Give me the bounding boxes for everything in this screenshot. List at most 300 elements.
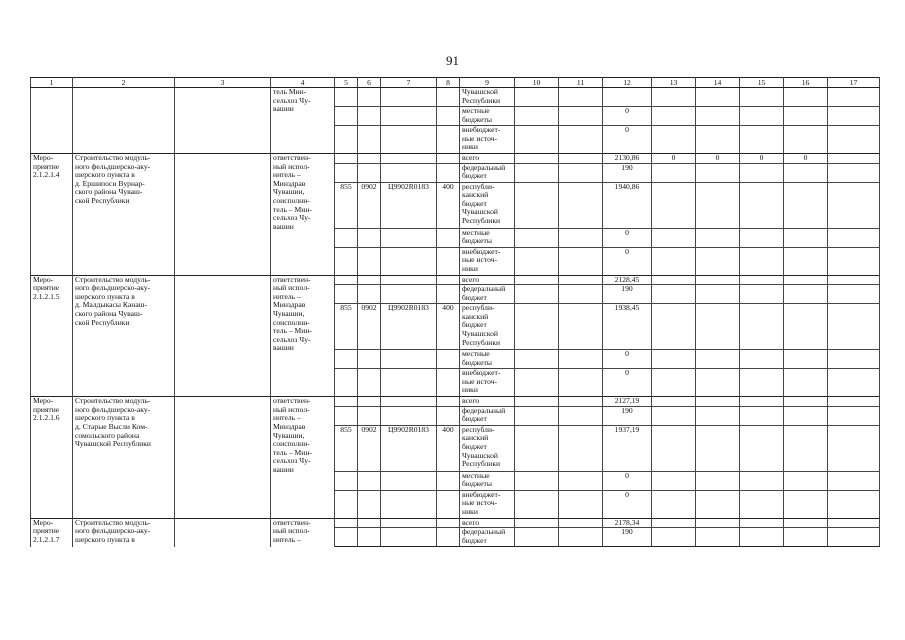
amount-c16 xyxy=(784,275,828,285)
amount-c15 xyxy=(740,350,784,369)
amount-cell: 0 xyxy=(603,350,652,369)
amount-c15 xyxy=(740,107,784,126)
activity-id: Меро- приятие 2.1.2.1.4 xyxy=(31,154,73,276)
executor-cell: тель Мин- сельхоз Чу- вашии xyxy=(271,88,335,154)
code-c8 xyxy=(437,163,460,182)
code-c7 xyxy=(381,350,437,369)
amount-c16 xyxy=(784,490,828,518)
code-c6 xyxy=(358,126,381,154)
amount-cell: 190 xyxy=(603,406,652,425)
code-c6 xyxy=(358,107,381,126)
col-17 xyxy=(828,397,880,407)
amount-cell: 2178,34 xyxy=(603,518,652,528)
amount-cell xyxy=(603,88,652,107)
col-10 xyxy=(515,228,559,247)
column-header: 7 xyxy=(381,78,437,88)
amount-cell: 2130,86 xyxy=(603,154,652,164)
amount-c16 xyxy=(784,88,828,107)
column-header: 16 xyxy=(784,78,828,88)
amount-c15: 0 xyxy=(740,154,784,164)
code-c7 xyxy=(381,518,437,528)
amount-c16 xyxy=(784,397,828,407)
code-c5 xyxy=(335,397,358,407)
col-11 xyxy=(559,163,603,182)
activity-id: Меро- приятие 2.1.2.1.5 xyxy=(31,275,73,397)
code-c6: 0902 xyxy=(358,182,381,228)
col-11 xyxy=(559,406,603,425)
code-c8 xyxy=(437,471,460,490)
executor-cell: ответствен- ный испол- нитель – Минздрав Чувашии, соисполни- тель – Мин- сельхоз Чу- вашии xyxy=(271,397,335,519)
amount-c16 xyxy=(784,107,828,126)
amount-c15 xyxy=(740,425,784,471)
col-10 xyxy=(515,528,559,547)
code-c8 xyxy=(437,369,460,397)
col-17 xyxy=(828,425,880,471)
col-10 xyxy=(515,406,559,425)
code-c5: 855 xyxy=(335,304,358,350)
amount-c15 xyxy=(740,490,784,518)
amount-c14 xyxy=(696,88,740,107)
amount-c15 xyxy=(740,518,784,528)
amount-c13 xyxy=(652,88,696,107)
amount-c16: 0 xyxy=(784,154,828,164)
column-header: 13 xyxy=(652,78,696,88)
code-c7 xyxy=(381,471,437,490)
code-c6 xyxy=(358,88,381,107)
code-c7 xyxy=(381,163,437,182)
activity-id: Меро- приятие 2.1.2.1.7 xyxy=(31,518,73,547)
code-c8: 400 xyxy=(437,304,460,350)
funding-source: внебюджет- ные источ- ники xyxy=(460,369,515,397)
code-c7: Ц9902R0183 xyxy=(381,304,437,350)
amount-cell: 0 xyxy=(603,107,652,126)
blank-cell xyxy=(175,275,271,397)
funding-source: всего xyxy=(460,154,515,164)
blank-cell xyxy=(73,88,175,154)
table-body xyxy=(31,78,880,547)
col-11 xyxy=(559,471,603,490)
col-11 xyxy=(559,88,603,107)
amount-c15 xyxy=(740,88,784,107)
page-number: 91 xyxy=(446,53,459,68)
code-c5 xyxy=(335,247,358,275)
col-11 xyxy=(559,397,603,407)
funding-source: внебюджет- ные источ- ники xyxy=(460,490,515,518)
col-10 xyxy=(515,126,559,154)
amount-c13 xyxy=(652,369,696,397)
code-c6 xyxy=(358,154,381,164)
amount-c15 xyxy=(740,182,784,228)
amount-c14 xyxy=(696,518,740,528)
amount-c14: 0 xyxy=(696,154,740,164)
code-c6 xyxy=(358,275,381,285)
amount-cell: 190 xyxy=(603,285,652,304)
code-c7 xyxy=(381,107,437,126)
funding-source: местные бюджеты xyxy=(460,350,515,369)
col-17 xyxy=(828,528,880,547)
blank-cell xyxy=(175,154,271,276)
code-c7 xyxy=(381,154,437,164)
amount-cell: 0 xyxy=(603,228,652,247)
code-c5 xyxy=(335,107,358,126)
executor-cell: ответствен- ный испол- нитель – Минздрав Чувашии, соисполни- тель – Мин- сельхоз Чу- вашии xyxy=(271,275,335,397)
amount-cell: 190 xyxy=(603,163,652,182)
code-c5 xyxy=(335,154,358,164)
amount-c14 xyxy=(696,350,740,369)
code-c7 xyxy=(381,397,437,407)
col-17 xyxy=(828,471,880,490)
amount-c15 xyxy=(740,126,784,154)
code-c7 xyxy=(381,88,437,107)
amount-cell: 0 xyxy=(603,247,652,275)
code-c7 xyxy=(381,406,437,425)
col-17 xyxy=(828,406,880,425)
code-c5 xyxy=(335,490,358,518)
activity-title: Строительство модуль- ного фельдшерско-аку- шерского пункта в д. Ершипоси Вурнар- ского района Чуваш- ской Республики xyxy=(73,154,175,276)
amount-c16 xyxy=(784,228,828,247)
blank-cell xyxy=(175,88,271,154)
amount-c15 xyxy=(740,397,784,407)
col-11 xyxy=(559,350,603,369)
amount-c16 xyxy=(784,471,828,490)
funding-source: федеральный бюджет xyxy=(460,406,515,425)
amount-c13 xyxy=(652,397,696,407)
amount-c13 xyxy=(652,107,696,126)
amount-c16 xyxy=(784,518,828,528)
code-c6 xyxy=(358,518,381,528)
activity-id: Меро- приятие 2.1.2.1.6 xyxy=(31,397,73,519)
funding-source: местные бюджеты xyxy=(460,228,515,247)
code-c8 xyxy=(437,397,460,407)
col-11 xyxy=(559,528,603,547)
amount-c16 xyxy=(784,247,828,275)
code-c5: 855 xyxy=(335,182,358,228)
column-header: 8 xyxy=(437,78,460,88)
funding-source: республи- канский бюджет Чувашской Республики xyxy=(460,304,515,350)
amount-c15 xyxy=(740,285,784,304)
col-17 xyxy=(828,285,880,304)
amount-c14 xyxy=(696,528,740,547)
col-11 xyxy=(559,285,603,304)
col-17 xyxy=(828,88,880,107)
code-c6 xyxy=(358,471,381,490)
amount-c13 xyxy=(652,126,696,154)
code-c6 xyxy=(358,228,381,247)
column-header: 14 xyxy=(696,78,740,88)
amount-c13 xyxy=(652,350,696,369)
amount-c15 xyxy=(740,369,784,397)
col-11 xyxy=(559,247,603,275)
column-header: 4 xyxy=(271,78,335,88)
col-11 xyxy=(559,304,603,350)
amount-c14 xyxy=(696,425,740,471)
code-c5 xyxy=(335,350,358,369)
amount-c16 xyxy=(784,182,828,228)
amount-c15 xyxy=(740,304,784,350)
blank-cell xyxy=(175,518,271,547)
amount-c13 xyxy=(652,304,696,350)
code-c5 xyxy=(335,518,358,528)
col-17 xyxy=(828,182,880,228)
amount-c16 xyxy=(784,350,828,369)
executor-cell: ответствен- ный испол- нитель – Минздрав Чувашии, соисполни- тель – Мин- сельхоз Чу- вашии xyxy=(271,154,335,276)
col-17 xyxy=(828,518,880,528)
code-c5 xyxy=(335,471,358,490)
amount-c14 xyxy=(696,247,740,275)
code-c8 xyxy=(437,518,460,528)
code-c8 xyxy=(437,228,460,247)
funding-source: Чувашской Республики xyxy=(460,88,515,107)
funding-source: федеральный бюджет xyxy=(460,285,515,304)
amount-c15 xyxy=(740,471,784,490)
col-17 xyxy=(828,369,880,397)
code-c8 xyxy=(437,285,460,304)
code-c5 xyxy=(335,528,358,547)
code-c5: 855 xyxy=(335,425,358,471)
amount-c13 xyxy=(652,247,696,275)
column-header: 9 xyxy=(460,78,515,88)
col-11 xyxy=(559,369,603,397)
amount-c15 xyxy=(740,228,784,247)
column-header: 5 xyxy=(335,78,358,88)
col-10 xyxy=(515,88,559,107)
activity-title: Строительство модуль- ного фельдшерско-аку- шерского пункта в д. Старые Высли Ком- сомольского района Чувашской Республики xyxy=(73,397,175,519)
amount-c16 xyxy=(784,126,828,154)
col-10 xyxy=(515,304,559,350)
code-c8 xyxy=(437,107,460,126)
code-c5 xyxy=(335,285,358,304)
amount-c15 xyxy=(740,275,784,285)
amount-c14 xyxy=(696,285,740,304)
col-11 xyxy=(559,182,603,228)
code-c6 xyxy=(358,163,381,182)
code-c8 xyxy=(437,126,460,154)
code-c5 xyxy=(335,369,358,397)
code-c6 xyxy=(358,247,381,275)
col-17 xyxy=(828,163,880,182)
col-11 xyxy=(559,518,603,528)
code-c6 xyxy=(358,369,381,397)
code-c8 xyxy=(437,406,460,425)
code-c8 xyxy=(437,247,460,275)
code-c7 xyxy=(381,228,437,247)
code-c7 xyxy=(381,369,437,397)
amount-cell: 1940,86 xyxy=(603,182,652,228)
col-10 xyxy=(515,397,559,407)
amount-cell: 190 xyxy=(603,528,652,547)
funding-source: федеральный бюджет xyxy=(460,163,515,182)
amount-c15 xyxy=(740,163,784,182)
blank-cell xyxy=(175,397,271,519)
col-10 xyxy=(515,518,559,528)
amount-c13: 0 xyxy=(652,154,696,164)
amount-c13 xyxy=(652,275,696,285)
amount-c14 xyxy=(696,490,740,518)
col-11 xyxy=(559,275,603,285)
col-10 xyxy=(515,490,559,518)
amount-c14 xyxy=(696,163,740,182)
funding-source: внебюджет- ные источ- ники xyxy=(460,247,515,275)
amount-c16 xyxy=(784,163,828,182)
col-11 xyxy=(559,228,603,247)
amount-c16 xyxy=(784,528,828,547)
amount-cell: 1938,45 xyxy=(603,304,652,350)
amount-c14 xyxy=(696,228,740,247)
amount-c13 xyxy=(652,285,696,304)
col-17 xyxy=(828,490,880,518)
code-c7 xyxy=(381,275,437,285)
code-c8 xyxy=(437,154,460,164)
col-17 xyxy=(828,350,880,369)
amount-c13 xyxy=(652,471,696,490)
col-17 xyxy=(828,247,880,275)
amount-c14 xyxy=(696,304,740,350)
col-17 xyxy=(828,304,880,350)
col-17 xyxy=(828,107,880,126)
column-header: 12 xyxy=(603,78,652,88)
amount-c14 xyxy=(696,275,740,285)
blank-cell xyxy=(31,88,73,154)
code-c7: Ц9902R0183 xyxy=(381,425,437,471)
col-10 xyxy=(515,154,559,164)
amount-c13 xyxy=(652,163,696,182)
amount-c15 xyxy=(740,528,784,547)
amount-c14 xyxy=(696,126,740,154)
code-c5 xyxy=(335,228,358,247)
col-11 xyxy=(559,126,603,154)
amount-c13 xyxy=(652,528,696,547)
amount-c13 xyxy=(652,518,696,528)
col-17 xyxy=(828,228,880,247)
amount-c14 xyxy=(696,406,740,425)
column-header: 17 xyxy=(828,78,880,88)
code-c5 xyxy=(335,88,358,107)
column-header: 2 xyxy=(73,78,175,88)
code-c7 xyxy=(381,528,437,547)
funding-source: всего xyxy=(460,397,515,407)
amount-c16 xyxy=(784,285,828,304)
amount-c15 xyxy=(740,406,784,425)
code-c6 xyxy=(358,528,381,547)
col-10 xyxy=(515,425,559,471)
col-17 xyxy=(828,126,880,154)
amount-cell: 1937,19 xyxy=(603,425,652,471)
amount-c14 xyxy=(696,397,740,407)
code-c6 xyxy=(358,285,381,304)
code-c6 xyxy=(358,397,381,407)
code-c6: 0902 xyxy=(358,304,381,350)
funding-source: федеральный бюджет xyxy=(460,528,515,547)
budget-table xyxy=(30,77,880,547)
column-header: 15 xyxy=(740,78,784,88)
code-c7: Ц9902R0183 xyxy=(381,182,437,228)
table-row xyxy=(31,275,880,285)
amount-c14 xyxy=(696,369,740,397)
executor-cell: ответствен- ный испол- нитель – xyxy=(271,518,335,547)
amount-c13 xyxy=(652,182,696,228)
column-header: 3 xyxy=(175,78,271,88)
table-row xyxy=(31,154,880,164)
col-10 xyxy=(515,275,559,285)
amount-c13 xyxy=(652,425,696,471)
code-c5 xyxy=(335,126,358,154)
code-c7 xyxy=(381,247,437,275)
col-11 xyxy=(559,154,603,164)
funding-source: всего xyxy=(460,275,515,285)
col-10 xyxy=(515,350,559,369)
col-10 xyxy=(515,285,559,304)
funding-source: республи- канский бюджет Чувашской Республики xyxy=(460,425,515,471)
col-11 xyxy=(559,425,603,471)
code-c8: 400 xyxy=(437,182,460,228)
column-header: 1 xyxy=(31,78,73,88)
col-10 xyxy=(515,471,559,490)
code-c6 xyxy=(358,406,381,425)
amount-cell: 0 xyxy=(603,369,652,397)
code-c5 xyxy=(335,275,358,285)
column-header: 6 xyxy=(358,78,381,88)
amount-c15 xyxy=(740,247,784,275)
amount-cell: 2128,45 xyxy=(603,275,652,285)
amount-cell: 2127,19 xyxy=(603,397,652,407)
funding-source: местные бюджеты xyxy=(460,107,515,126)
amount-c16 xyxy=(784,369,828,397)
table-row xyxy=(31,397,880,407)
amount-c14 xyxy=(696,471,740,490)
amount-c14 xyxy=(696,107,740,126)
activity-title: Строительство модуль- ного фельдшерско-аку- шерского пункта в д. Малдыкасы Канаш- ского района Чуваш- ской Республики xyxy=(73,275,175,397)
amount-c13 xyxy=(652,228,696,247)
amount-cell: 0 xyxy=(603,490,652,518)
code-c8 xyxy=(437,490,460,518)
funding-source: внебюджет- ные источ- ники xyxy=(460,126,515,154)
code-c8 xyxy=(437,88,460,107)
amount-c16 xyxy=(784,406,828,425)
table-row xyxy=(31,88,880,107)
col-17 xyxy=(828,154,880,164)
col-10 xyxy=(515,369,559,397)
table-row xyxy=(31,518,880,528)
col-10 xyxy=(515,247,559,275)
col-10 xyxy=(515,107,559,126)
code-c5 xyxy=(335,163,358,182)
activity-title: Строительство модуль- ного фельдшерско-аку- шерского пункта в xyxy=(73,518,175,547)
code-c6 xyxy=(358,350,381,369)
col-10 xyxy=(515,182,559,228)
column-header: 10 xyxy=(515,78,559,88)
code-c8 xyxy=(437,350,460,369)
code-c6 xyxy=(358,490,381,518)
code-c8 xyxy=(437,275,460,285)
code-c5 xyxy=(335,406,358,425)
funding-source: всего xyxy=(460,518,515,528)
col-17 xyxy=(828,275,880,285)
code-c8: 400 xyxy=(437,425,460,471)
amount-c16 xyxy=(784,304,828,350)
col-11 xyxy=(559,490,603,518)
amount-cell: 0 xyxy=(603,471,652,490)
col-11 xyxy=(559,107,603,126)
code-c7 xyxy=(381,285,437,304)
col-10 xyxy=(515,163,559,182)
code-c7 xyxy=(381,490,437,518)
column-header: 11 xyxy=(559,78,603,88)
code-c8 xyxy=(437,528,460,547)
amount-c14 xyxy=(696,182,740,228)
funding-source: республи- канский бюджет Чувашской Республики xyxy=(460,182,515,228)
amount-cell: 0 xyxy=(603,126,652,154)
header-row xyxy=(31,78,880,88)
